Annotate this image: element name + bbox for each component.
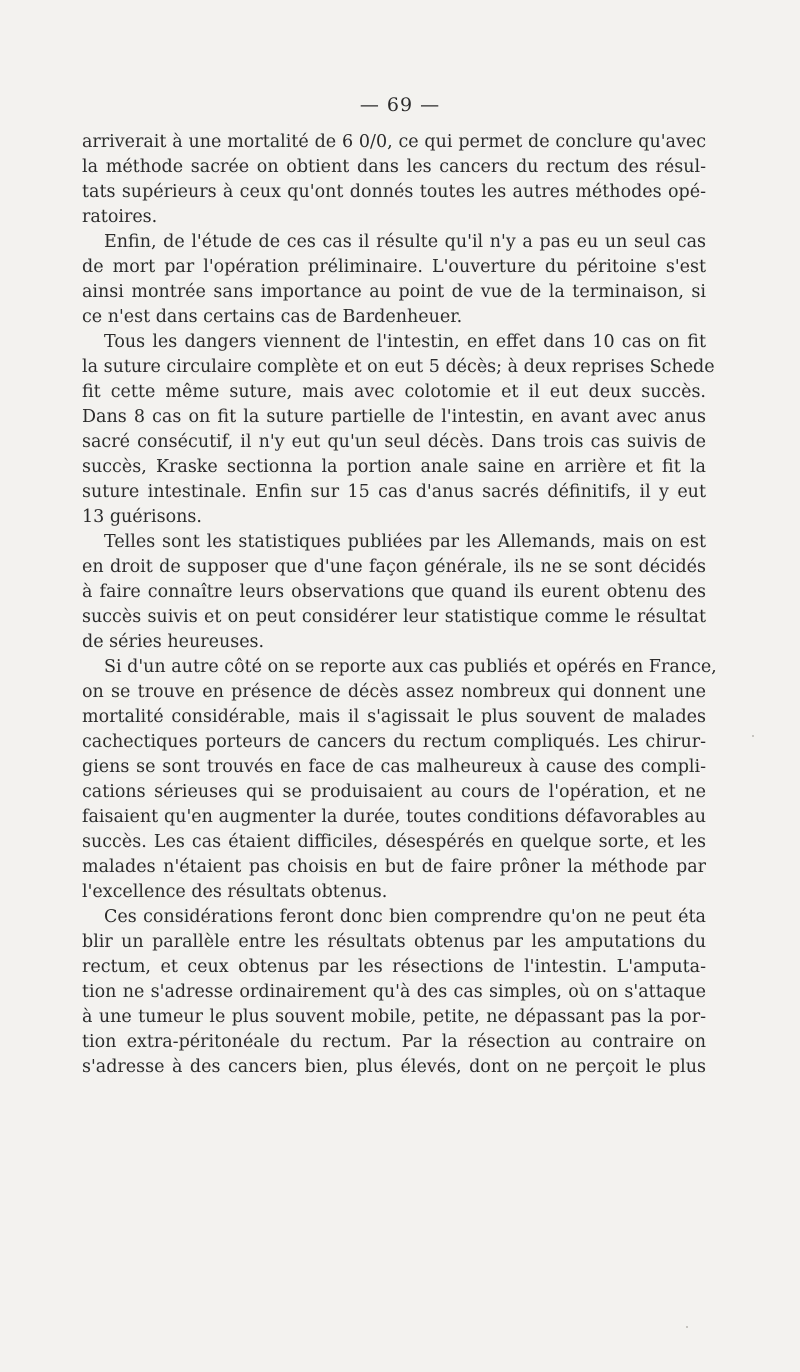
text-line: la suture circulaire complète et on eut 5 décès; à deux reprises Schede (82, 357, 715, 377)
paragraph-5 (82, 655, 717, 905)
text-line: suture intestinale. Enfin sur 15 cas d'anus sacrés définitifs, il y eut (82, 482, 706, 502)
text-line: ce n'est dans certains cas de Bardenheuer. (82, 307, 463, 327)
text-line: succès. Les cas étaient difficiles, désespérés en quelque sorte, et les (82, 832, 706, 852)
paragraph-2 (82, 230, 706, 330)
text-line: tion extra-péritonéale du rectum. Par la résection au contraire on (82, 1032, 706, 1052)
text-line: l'excellence des résultats obtenus. (82, 882, 388, 902)
text-line: fit cette même suture, mais avec colotomie et il eut deux succès. (82, 382, 706, 402)
body-text (82, 130, 717, 1080)
text-line: blir un parallèle entre les résultats obtenus par les amputations du (82, 932, 706, 952)
text-line: giens se sont trouvés en face de cas malheureux à cause des compli- (82, 757, 706, 777)
text-line: Tous les dangers viennent de l'intestin, en effet dans 10 cas on fit (104, 332, 706, 352)
text-line: tion ne s'adresse ordinairement qu'à des cas simples, où on s'attaque (82, 982, 706, 1002)
paper-speck (686, 1326, 688, 1328)
paragraph-6 (82, 905, 706, 1080)
text-line: ratoires. (82, 207, 158, 227)
text-line: s'adresse à des cancers bien, plus élevés, dont on ne perçoit le plus (82, 1057, 706, 1077)
paragraph-1 (82, 130, 706, 230)
text-line: sacré consécutif, il n'y eut qu'un seul décès. Dans trois cas suivis de (82, 432, 706, 452)
text-line: à faire connaître leurs observations que quand ils eurent obtenu des (82, 582, 706, 602)
text-line: succès suivis et on peut considérer leur statistique comme le résultat (82, 607, 706, 627)
text-line: en droit de supposer que d'une façon générale, ils ne se sont décidés (82, 557, 706, 577)
text-line: mortalité considérable, mais il s'agissait le plus souvent de malades (82, 707, 706, 727)
text-line: à une tumeur le plus souvent mobile, petite, ne dépassant pas la por- (82, 1007, 706, 1027)
text-line: succès, Kraske sectionna la portion anale saine en arrière et fit la (82, 457, 706, 477)
text-line: la méthode sacrée on obtient dans les cancers du rectum des résul- (82, 157, 706, 177)
text-line: de séries heureuses. (82, 632, 265, 652)
text-line: Ces considérations feront donc bien comprendre qu'on ne peut éta (104, 907, 706, 927)
text-line: on se trouve en présence de décès assez nombreux qui donnent une (82, 682, 706, 702)
text-line: faisaient qu'en augmenter la durée, toutes conditions défavorables au (82, 807, 706, 827)
text-line: 13 guérisons. (82, 507, 202, 527)
paper-speck (752, 735, 754, 737)
text-line: Enfin, de l'étude de ces cas il résulte qu'il n'y a pas eu un seul cas (104, 232, 706, 252)
text-line: arriverait à une mortalité de 6 0/0, ce qui permet de conclure qu'avec (82, 132, 706, 152)
text-line: rectum, et ceux obtenus par les résections de l'intestin. L'amputa- (82, 957, 706, 977)
text-line: Dans 8 cas on fit la suture partielle de l'intestin, en avant avec anus (82, 407, 706, 427)
text-line: tats supérieurs à ceux qu'ont donnés toutes les autres méthodes opé- (82, 182, 706, 202)
text-line: cachectiques porteurs de cancers du rectum compliqués. Les chirur- (82, 732, 706, 752)
paragraph-4 (82, 530, 706, 655)
text-line: ainsi montrée sans importance au point de vue de la terminaison, si (82, 282, 706, 302)
text-line: cations sérieuses qui se produisaient au cours de l'opération, et ne (82, 782, 706, 802)
text-line: malades n'étaient pas choisis en but de faire prôner la méthode par (82, 857, 706, 877)
text-line: de mort par l'opération préliminaire. L'ouverture du péritoine s'est (82, 257, 706, 277)
page-number: — 69 — (359, 94, 441, 116)
paragraph-3 (82, 330, 715, 530)
text-line: Si d'un autre côté on se reporte aux cas publiés et opérés en France, (104, 657, 717, 677)
text-line: Telles sont les statistiques publiées par les Allemands, mais on est (104, 532, 706, 552)
